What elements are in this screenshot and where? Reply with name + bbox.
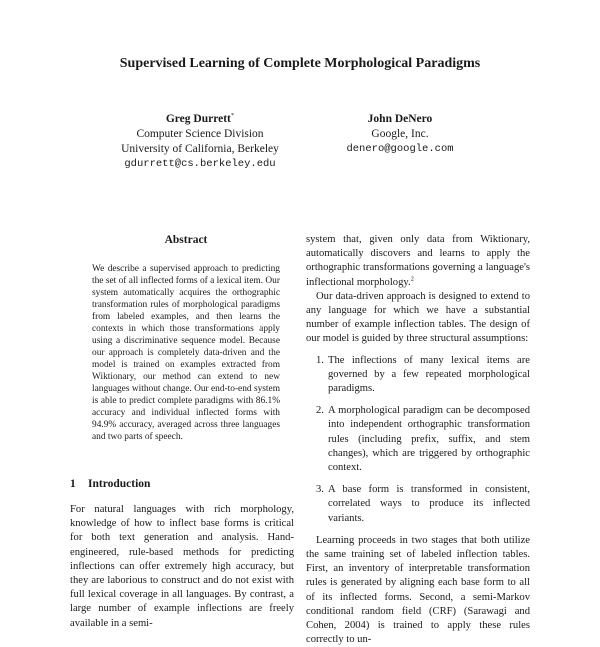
paragraph [306, 233, 530, 290]
list-item-text: A base form is transformed in consistent, correlated ways to produce its inflected variants. [328, 484, 530, 524]
list-number: 1. [316, 354, 324, 366]
list-item-text: The inflections of many lexical items are governed by a few repeated morphological paradigms. [328, 354, 530, 395]
abstract-heading: Abstract [164, 234, 208, 246]
section-number: 1 [70, 478, 76, 490]
author-block-denero [312, 112, 488, 157]
author-affiliation: Computer Science Division [136, 128, 264, 140]
list-number: 2. [316, 405, 324, 417]
author-affiliation: University of California, Berkeley [121, 143, 279, 155]
abstract-body: We describe a supervised approach to predicting the set of all inflected forms of a lexical item. Our system automatically acquires the orthographic transformation rules of morphological paradigms from labeled examples, and then learns the contexts in which those transformations apply using a discriminative sequence model. Because our approach is completely data-driven and the model is trained on examples extracted from Wiktionary, our method can extend to new languages without change. Our end-to-end system is able to predict complete paradigms with 86.1% accuracy and individual inflected forms with 94.9% accuracy, averaged across three languages and two parts of speech. [92, 264, 280, 442]
paragraph: Our data-driven approach is designed to extend to any language for which we have a substantial number of example inflection tables. The design of our model is guided by three structural assumptions: [306, 290, 530, 345]
author-affiliation: Google, Inc. [371, 128, 429, 140]
list-item [306, 354, 530, 397]
section-heading-introduction [70, 478, 150, 490]
paper-title: Supervised Learning of Complete Morphological Paradigms [119, 56, 481, 71]
author-name-text: Greg Durrett [165, 113, 231, 125]
author-email: gdurrett@cs.berkeley.edu [124, 158, 276, 170]
list-item [306, 404, 530, 475]
introduction-paragraph: For natural languages with rich morphology, knowledge of how to inflect base forms is critical for both text generation and analysis. Hand-engineered, rule-based methods for predicting inflections can offer extremely high accuracy, but they are laborious to construct and do not exist with full lexical coverage in all languages. By contrast, a large number of example inflections are freely available in a semi- [70, 504, 294, 629]
paragraph: Learning proceeds in two stages that both utilize the same training set of labeled inflection tables. First, an inventory of interpretable transformation rules is generated by aligning each base form to all of its inflected forms. Second, a semi-Markov conditional random field (CRF) (Sarawagi and Cohen, 2004) is trained to apply these rules correctly to un- [306, 534, 530, 646]
assumption-list [306, 354, 530, 526]
section-title: Introduction [88, 478, 151, 490]
author-name [100, 112, 300, 127]
paragraph-text: system that, given only data from Wiktionary, automatically discovers and learns to apply the orthographic transformations governing a language's inflectional morphology. [306, 234, 530, 288]
right-column [306, 233, 530, 647]
author-footnote-marker: * [230, 112, 235, 120]
list-number: 3. [316, 484, 324, 496]
list-item [306, 483, 530, 526]
author-block-durrett [100, 112, 300, 172]
footnote-marker: 2 [410, 275, 414, 283]
author-name: John DeNero [367, 113, 433, 125]
author-email: denero@google.com [346, 143, 454, 155]
list-item-text: A morphological paradigm can be decomposed into independent orthographic transformation rules (including prefix, suffix, and stem changes), which are triggered by orthographic context. [328, 405, 530, 474]
